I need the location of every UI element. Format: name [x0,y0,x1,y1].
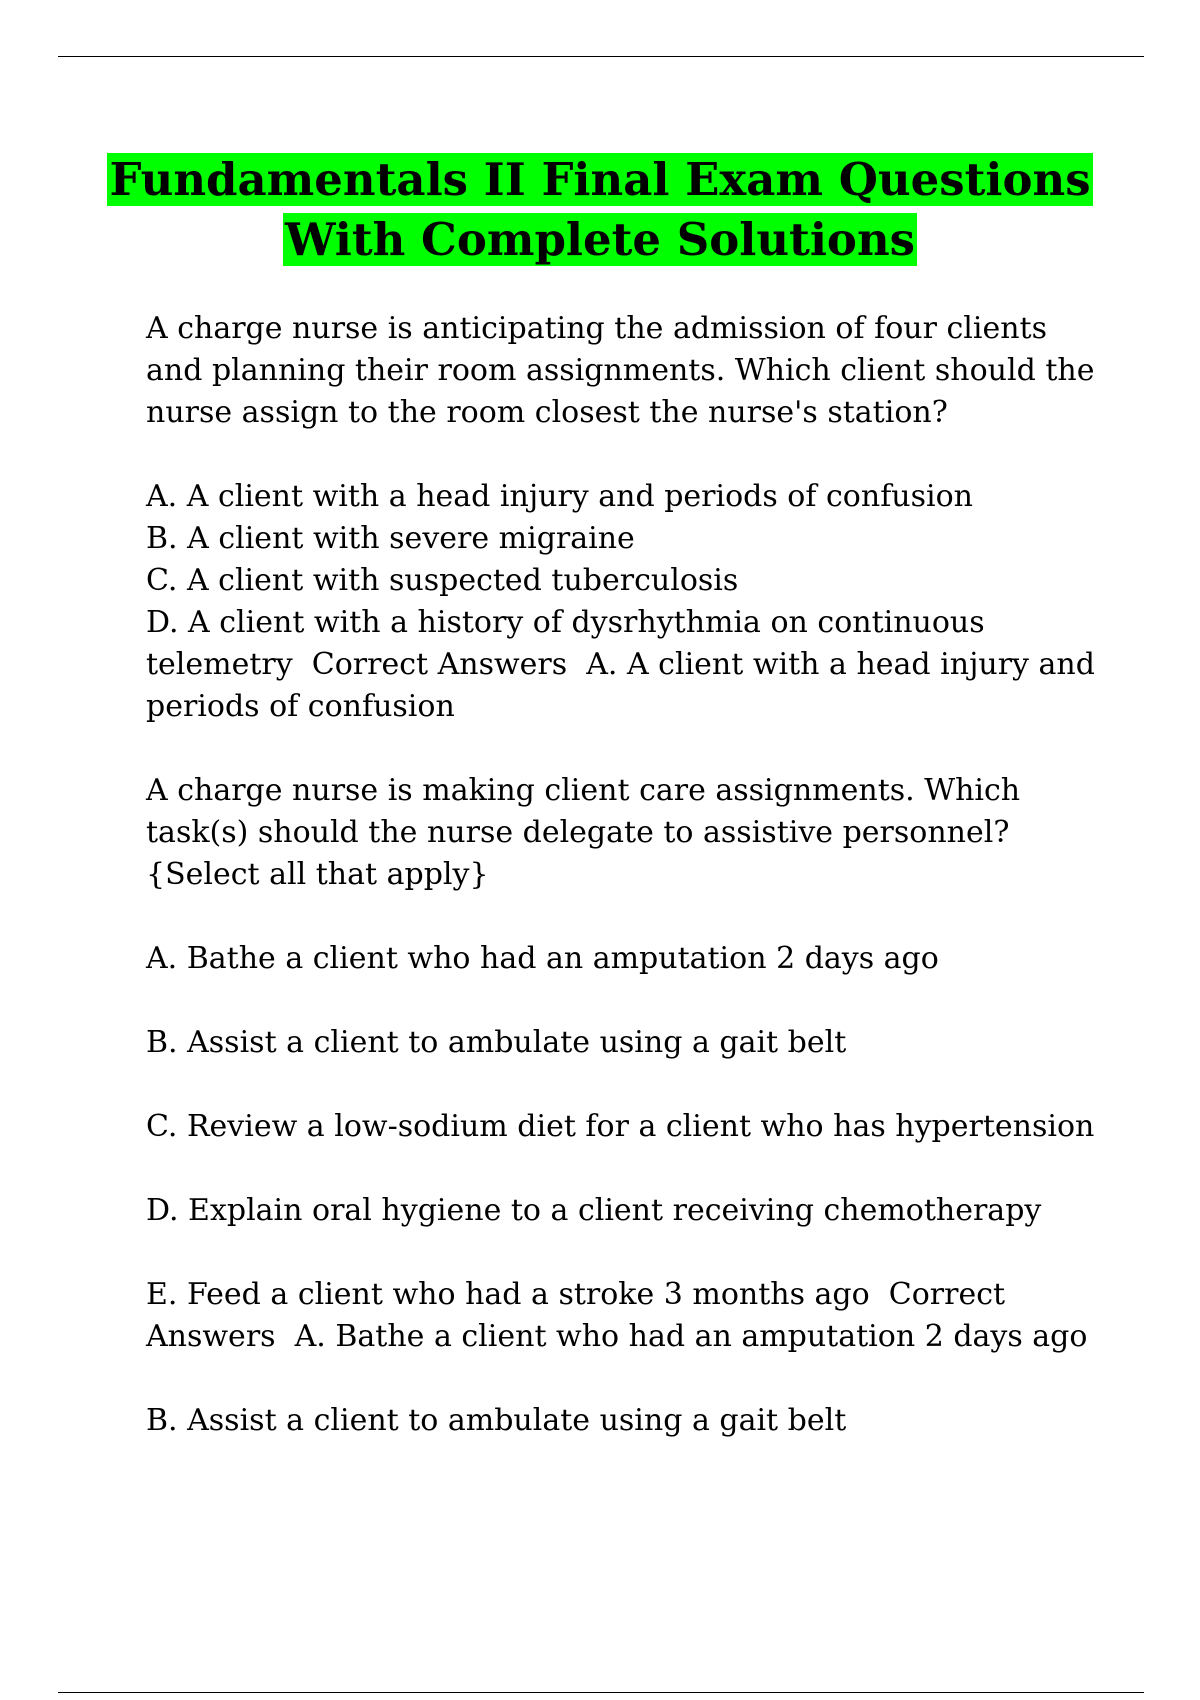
title-line-1: Fundamentals II Final Exam Questions [109,153,1091,206]
question-2-option-c: C. Review a low-sodium diet for a client who has hypertension [146,1109,1095,1144]
bottom-rule [58,1692,1144,1693]
title-line-2: With Complete Solutions [285,213,915,266]
document-body [146,308,1105,1442]
question-2 [146,770,1096,1442]
question-2-answer-b: B. Assist a client to ambulate using a gait belt [146,1403,847,1438]
question-2-option-e-with-answer: E. Feed a client who had a stroke 3 months ago Correct Answers A. Bathe a client who had an amputation 2 days ago [146,1277,1088,1354]
question-2-option-b: B. Assist a client to ambulate using a gait belt [146,1025,847,1060]
question-2-option-d: D. Explain oral hygiene to a client receiving chemotherapy [146,1193,1042,1228]
question-2-option-a: A. Bathe a client who had an amputation 2 days ago [146,941,939,976]
question-1-option-c: C. A client with suspected tuberculosis [146,563,739,598]
question-1-stem: A charge nurse is anticipating the admission of four clients and planning their room assignments. Which client should the nurse assign to the room closest the nurse's station? [146,311,1095,430]
question-2-stem: A charge nurse is making client care assignments. Which task(s) should the nurse delegate to assistive personnel? {Select all that apply} [146,773,1021,892]
document-title [0,150,1200,270]
question-1 [146,308,1105,728]
question-1-option-d-with-answer: D. A client with a history of dysrhythmia on continuous telemetry Correct Answers A. A client with a head injury and periods of confusion [146,605,1105,724]
top-rule [58,56,1144,57]
question-1-option-a: A. A client with a head injury and periods of confusion [146,479,973,514]
question-1-option-b: B. A client with severe migraine [146,521,635,556]
